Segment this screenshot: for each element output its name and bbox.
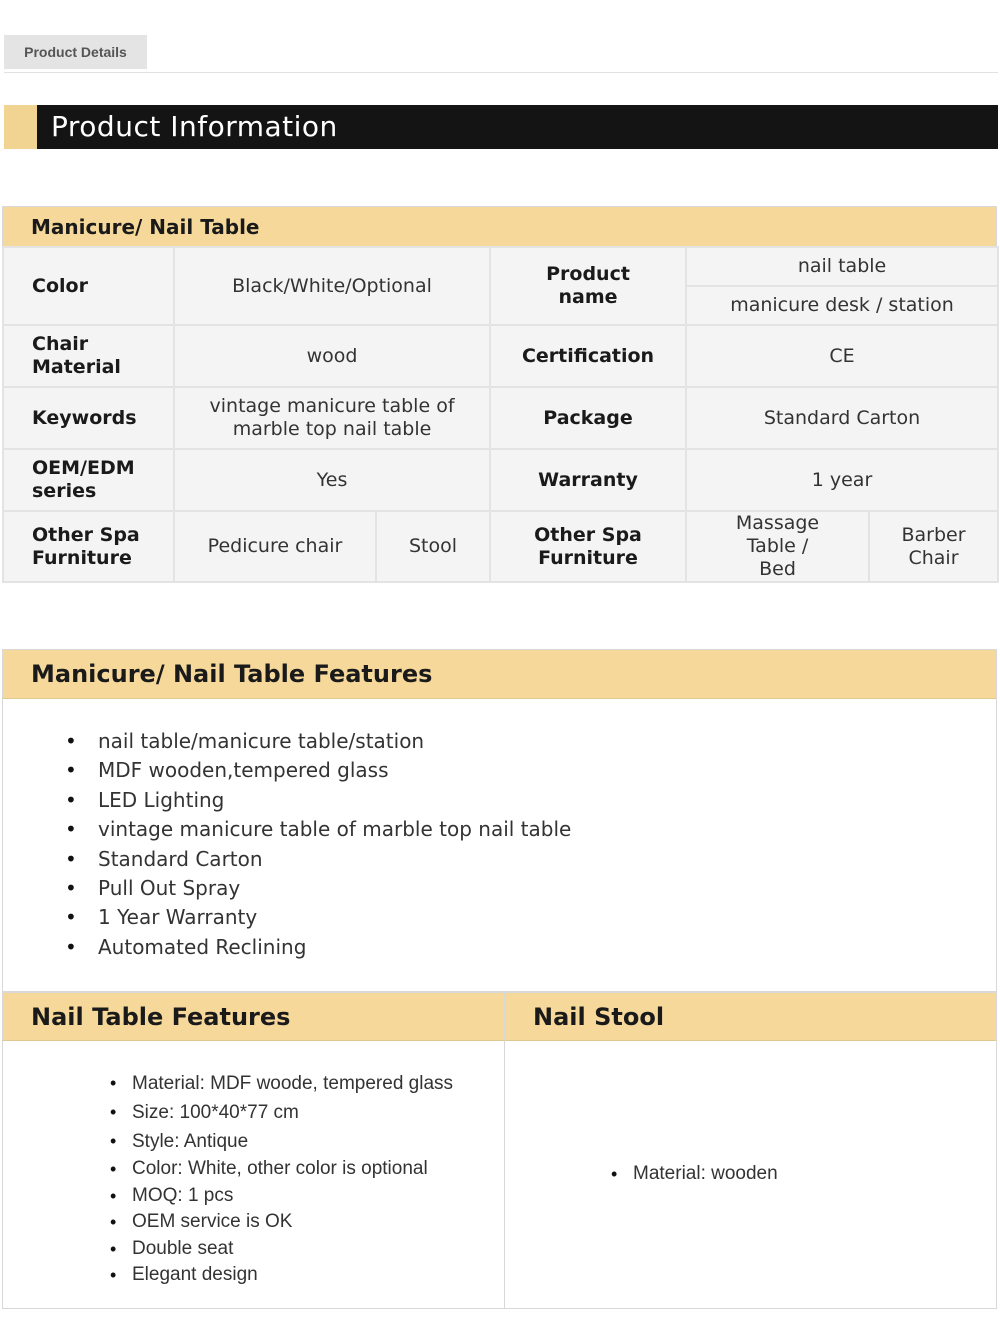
- list-item: • OEM service is OK: [108, 1209, 453, 1236]
- list-item: • Standard Carton: [65, 845, 571, 874]
- table-row: [3, 449, 998, 511]
- tab-product-details[interactable]: Product Details: [4, 35, 147, 69]
- nail-stool-title: [504, 992, 997, 1041]
- certification-label: Certification: [490, 325, 686, 387]
- color-value: Black/White/Optional: [174, 247, 490, 325]
- package-label: Package: [490, 387, 686, 449]
- features-list: [65, 727, 571, 962]
- features-title-text: Manicure/ Nail Table Features: [31, 660, 433, 688]
- warranty-value: 1 year: [686, 449, 998, 511]
- banner-accent: [4, 105, 37, 149]
- nail-stool-title-text: Nail Stool: [533, 1002, 665, 1031]
- other-spa-value-barber: Barber Chair: [869, 511, 998, 582]
- list-item: • Pull Out Spray: [65, 874, 571, 903]
- color-label: Color: [3, 247, 174, 325]
- product-name-label: Product name: [490, 247, 686, 325]
- nail-table-features-title: [2, 992, 505, 1041]
- spec-table-title: [2, 206, 997, 247]
- spec-table: [2, 246, 999, 583]
- list-item: • Size: 100*40*77 cm: [108, 1098, 453, 1127]
- oem-label: OEM/EDM series: [3, 449, 174, 511]
- list-item: • Automated Reclining: [65, 933, 571, 962]
- features-title: [2, 649, 997, 699]
- list-item: • 1 Year Warranty: [65, 903, 571, 932]
- list-item: • Double seat: [108, 1236, 453, 1263]
- nail-stool-panel: [504, 1041, 997, 1309]
- nail-table-features-list: [108, 1069, 453, 1289]
- table-row: [3, 247, 998, 286]
- table-row: [3, 511, 998, 582]
- list-item: • Elegant design: [108, 1262, 453, 1289]
- chair-material-label: Chair Material: [3, 325, 174, 387]
- spec-table-title-text: Manicure/ Nail Table: [31, 214, 260, 239]
- package-value: Standard Carton: [686, 387, 998, 449]
- other-spa-value-massage: Massage Table / Bed: [686, 511, 869, 582]
- features-panel: [2, 699, 997, 992]
- section-banner: [4, 105, 998, 149]
- list-item: • Style: Antique: [108, 1127, 453, 1156]
- keywords-label: Keywords: [3, 387, 174, 449]
- page-title: Product Information: [51, 110, 338, 143]
- nail-stool-list: [609, 1161, 778, 1188]
- tab-bar: [4, 35, 998, 73]
- other-spa-label-2: Other Spa Furniture: [490, 511, 686, 582]
- product-name-value-2: manicure desk / station: [686, 286, 998, 325]
- keywords-value: vintage manicure table of marble top nail table: [174, 387, 490, 449]
- list-item: • Material: MDF woode, tempered glass: [108, 1069, 453, 1098]
- other-spa-value-stool: Stool: [376, 511, 490, 582]
- nail-table-features-title-text: Nail Table Features: [31, 1002, 291, 1031]
- list-item: • vintage manicure table of marble top nail table: [65, 815, 571, 844]
- warranty-label: Warranty: [490, 449, 686, 511]
- chair-material-value: wood: [174, 325, 490, 387]
- other-spa-value-pedicure: Pedicure chair: [174, 511, 376, 582]
- product-name-value-1: nail table: [686, 247, 998, 286]
- list-item: • Material: wooden: [609, 1161, 778, 1188]
- table-row: [3, 325, 998, 387]
- other-spa-label: Other Spa Furniture: [3, 511, 174, 582]
- list-item: • Color: White, other color is optional: [108, 1156, 453, 1183]
- list-item: • LED Lighting: [65, 786, 571, 815]
- table-row: [3, 387, 998, 449]
- certification-value: CE: [686, 325, 998, 387]
- list-item: • nail table/manicure table/station: [65, 727, 571, 756]
- oem-value: Yes: [174, 449, 490, 511]
- nail-table-features-panel: [2, 1041, 505, 1309]
- list-item: • MOQ: 1 pcs: [108, 1183, 453, 1210]
- list-item: • MDF wooden,tempered glass: [65, 756, 571, 785]
